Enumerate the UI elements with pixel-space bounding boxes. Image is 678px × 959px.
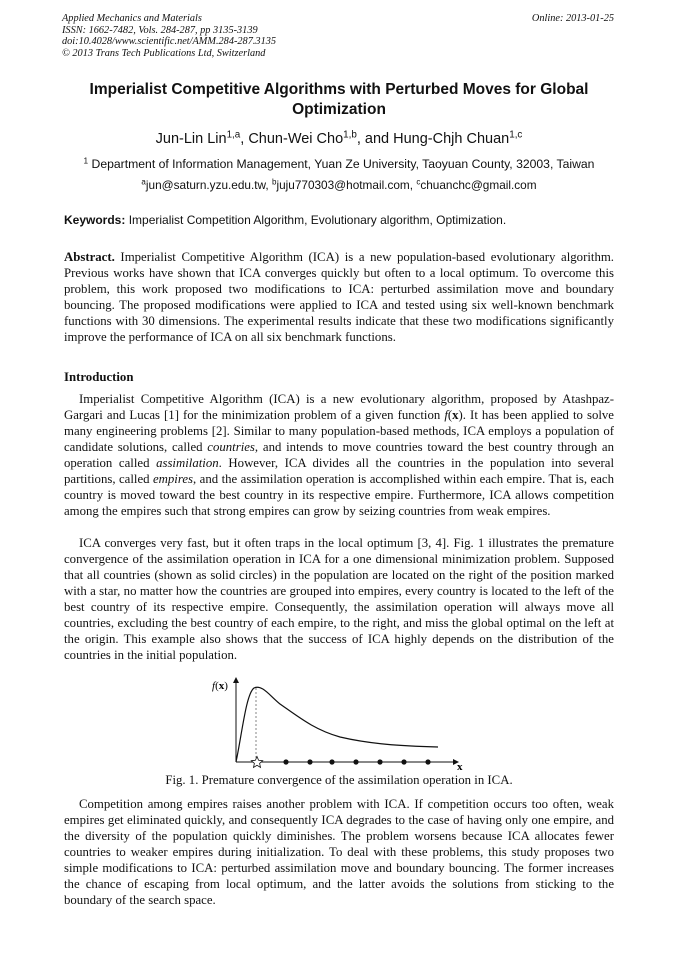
country-point (329, 759, 334, 764)
running-header (62, 13, 276, 59)
author-superscript: 1,b (343, 129, 357, 141)
text-run: , and the assimilation operation is accomplished within each empire. That is, each country is moved toward the best country in its respective empire. Furthermore, ICA allows competition among the empires such that strong empires can grow by seizing countries from weak empires. (64, 472, 614, 518)
country-point (353, 759, 358, 764)
paper-title: Imperialist Competitive Algorithms with Perturbed Moves for Global Optimization (89, 81, 589, 118)
keywords (64, 213, 506, 227)
text-run: countries (207, 440, 255, 454)
email-address: jun@saturn.yzu.edu.tw, (145, 178, 272, 192)
abstract (64, 249, 614, 345)
affiliation-superscript: 1 (83, 155, 89, 166)
country-point (283, 759, 288, 764)
section-heading: Introduction (64, 370, 134, 384)
email-address: juju770303@hotmail.com, (276, 178, 417, 192)
intro-paragraph-1 (64, 391, 614, 519)
author-name: Jun-Lin Lin (155, 131, 227, 147)
intro-paragraph-3: Competition among empires raises another problem with ICA. If competition occurs too often, weak empires get eliminated quickly, and consequently ICA degrades to the case of having only one empire, and the diversity of the population quickly diminishes. The problem worsens because ICA allocates fewer countries to weaker empires during initialization. To deal with these problems, this study proposes two simple modifications to ICA: perturbed assimilation move and boundary bouncing. The former increases the chance of escaping from local optimum, and the latter avoids the solutions from sticking to the boundary of the search space. (64, 797, 614, 907)
abstract-label: Abstract. (64, 250, 115, 264)
author-name: Hung-Chjh Chuan (393, 131, 510, 147)
issn-line: ISSN: 1662-7482, Vols. 284-287, pp 3135-3139 (62, 24, 258, 36)
email-superscript: a (141, 177, 146, 187)
x-axis-label: x (457, 761, 463, 770)
text-run: , and intends to move countries toward the best country through an operation called (64, 440, 614, 470)
text-run: ( (447, 408, 453, 422)
author-separator: , (240, 131, 249, 147)
online-date: Online: 2013-01-25 (531, 13, 614, 24)
email-superscript: b (271, 177, 277, 187)
affiliation-text: Department of Information Management, Yuan Ze University, Taoyuan County, 32003, Taiwan (88, 157, 595, 171)
copyright-line: © 2013 Trans Tech Publications Ltd, Switzerland (62, 47, 266, 59)
text-run: empires (152, 472, 194, 486)
author-superscript: 1,c (509, 129, 523, 141)
affiliation (60, 157, 618, 171)
text-run: x (452, 408, 459, 422)
email-superscript: c (416, 177, 421, 187)
text-run: ). It has been applied to solve many engineering problems [2]. Similar to many population-based methods, ICA employs a population of candidate solutions, called (64, 408, 614, 454)
email-list (60, 178, 618, 192)
text-run: . However, ICA divides all the countries in the population into several partitions, called (64, 456, 614, 486)
text-run: assimilation (156, 456, 219, 470)
author-superscript: 1,a (226, 129, 241, 141)
author-separator: , and (356, 131, 394, 147)
text-run: f (444, 408, 448, 422)
author-name: Chun-Wei Cho (248, 131, 344, 147)
journal-name: Applied Mechanics and Materials (62, 13, 202, 24)
star-marker (251, 757, 262, 768)
country-point (425, 759, 430, 764)
function-curve (236, 687, 438, 762)
keywords-label: Keywords: (64, 213, 126, 227)
figure-caption: Fig. 1. Premature convergence of the assimilation operation in ICA. (165, 773, 513, 787)
intro-paragraph-2: ICA converges very fast, but it often traps in the local optimum [3, 4]. Fig. 1 illustrates the premature convergence of the assimilation operation in ICA for a one dimensional minimization problem. Supposed that all countries (shown as solid circles) in the population are located on the right of the position marked with a star, no matter how the countries are grouped into empires, every country is located to the left of the best country of its respective empire. Consequently, the assimilation operation will always move all countries, excluding the best country of each empire, to the right, and miss the global optimal on the left at the origin. This example also shows that the success of ICA highly depends on the distribution of the countries in the initial population. (64, 536, 614, 662)
figure-1 (210, 674, 470, 775)
country-point (401, 759, 406, 764)
abstract-text: Imperialist Competitive Algorithm (ICA) is a new population-based evolutionary algorithm. Previous works have shown that ICA converges quickly but often to a local optimum. To overcome this problem, this work proposed two modifications to ICA: perturbed assimilation move and boundary bouncing. The proposed modifications were applied to ICA and tested using six well-known benchmark functions with 30 dimensions. The experimental results indicate that these two modifications significantly improve the performance of ICA on all six benchmark functions. (64, 250, 614, 344)
y-axis-label: f(x) (212, 680, 228, 692)
country-point (377, 759, 382, 764)
convergence-plot (210, 674, 470, 770)
country-point (307, 759, 312, 764)
doi-line: doi:10.4028/www.scientific.net/AMM.284-287.3135 (62, 36, 277, 48)
text-run: Imperialist Competitive Algorithm (ICA) is a new evolutionary algorithm, proposed by Atashpaz-Gargari and Lucas [1] for the minimization problem of a given function (64, 392, 614, 422)
author-list (60, 131, 618, 147)
email-address: chuanchc@gmail.com (420, 178, 537, 192)
keywords-text: Imperialist Competition Algorithm, Evolutionary algorithm, Optimization. (125, 213, 507, 227)
